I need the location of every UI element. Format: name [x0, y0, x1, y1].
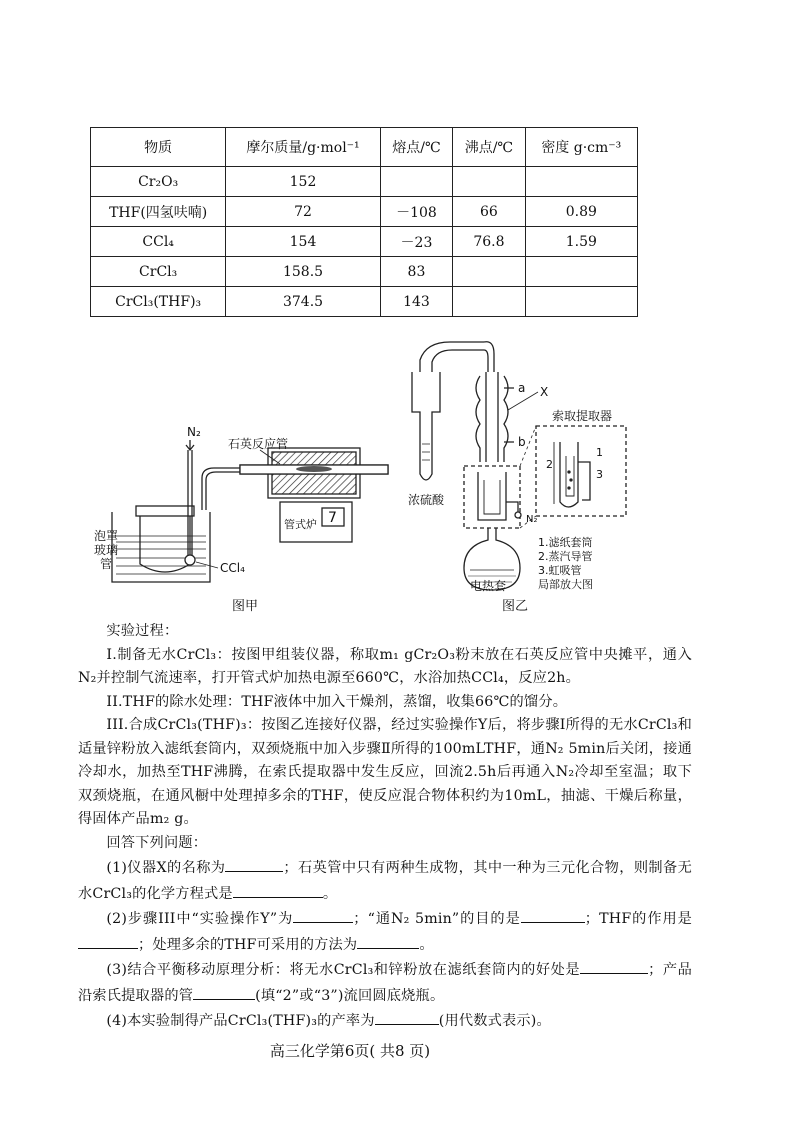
legend-4: 局部放大图	[538, 578, 593, 591]
outlet-tube	[206, 472, 242, 510]
question-3	[78, 957, 692, 1008]
table-cell: 152	[226, 167, 380, 197]
table-cell: 76.8	[453, 227, 525, 257]
process-title: 实验过程：	[106, 623, 179, 639]
label-b: b	[518, 435, 526, 449]
extractor-box	[464, 466, 520, 528]
table-cell: 158.5	[226, 257, 380, 287]
label-acid: 浓硫酸	[408, 493, 445, 507]
furnace-display-value: 7	[328, 510, 337, 526]
q3-text-c: (填“2”或“3”)流回圆底烧瓶。	[255, 987, 445, 1004]
legend-1: 1.滤纸套筒	[538, 536, 593, 549]
q4-text-a: (4)本实验制得产品CrCl₃(THF)₃的产率为	[106, 1013, 375, 1029]
experiment-process	[78, 620, 692, 1034]
table-cell: Cr₂O₃	[91, 167, 226, 197]
q2-blank-2[interactable]	[521, 906, 585, 923]
q1-blank-2[interactable]	[233, 881, 323, 898]
q3-text-a: (3)结合平衡移动原理分析：将无水CrCl₃和锌粉放在滤纸套筒内的好处是	[106, 962, 581, 978]
table-cell: CrCl₃	[91, 257, 226, 287]
table-cell: 1.59	[525, 227, 637, 257]
table-row	[91, 287, 638, 317]
label-extractor: 索取提取器	[552, 409, 613, 423]
q4-blank-1[interactable]	[375, 1008, 439, 1025]
table-cell: －108	[380, 197, 452, 227]
table-row	[91, 167, 638, 197]
header-cell: 熔点/℃	[380, 128, 452, 167]
soxhlet-extractor	[478, 472, 506, 520]
step-2: II.THF的除水处理：THF液体中加入干燥剂，蒸馏，收集66℃的馏分。	[106, 693, 568, 710]
bubbler-tube	[140, 514, 190, 572]
question-1	[78, 855, 692, 906]
header-cell: 密度 g·cm⁻³	[525, 128, 637, 167]
header-cell: 沸点/℃	[453, 128, 525, 167]
label-heater: 电热套	[470, 579, 507, 593]
table-cell	[525, 257, 637, 287]
table-cell: CCl₄	[91, 227, 226, 257]
label-2: 2	[546, 458, 553, 471]
q4-text-b: (用代数式表示)。	[438, 1013, 551, 1029]
table-cell: 66	[453, 197, 525, 227]
table-row	[91, 197, 638, 227]
table-cell	[525, 287, 637, 317]
header-cell: 物质	[91, 128, 226, 167]
table-cell	[380, 167, 452, 197]
step-1: I.制备无水CrCl₃：按图甲组装仪器，称取m₁ gCr₂O₃粉末放在石英反应管中央摊平，通入N₂并控制气流速率，打开管式炉加热电源至660℃，水浴加热CCl₄，反应2h。	[78, 646, 692, 686]
table-row	[91, 257, 638, 287]
q1-blank-1[interactable]	[225, 855, 283, 872]
q2-text-c: ；THF的作用是	[584, 911, 693, 927]
table-cell: 83	[380, 257, 452, 287]
table-cell	[525, 167, 637, 197]
table-cell: CrCl₃(THF)₃	[91, 287, 226, 317]
label-n2: N₂	[187, 425, 201, 439]
q2-text-b: ；“通N₂ 5min”的目的是	[353, 911, 521, 927]
table-cell: 72	[226, 197, 380, 227]
step-3: III.合成CrCl₃(THF)₃：按图乙连接好仪器，经过实验操作Y后，将步骤Ⅰ所得的无水CrCl₃和适量锌粉放入滤纸套筒内，双颈烧瓶中加入步骤Ⅱ所得的100mLTHF，通N₂ 5min后关闭，接通冷却水，加热至THF沸腾，在索氏提取器中发生反应，回流2.5h后再通入N₂冷却至室温；取下双颈烧瓶，在通风橱中处理掉多余的THF，使反应混合物体积约为10mL，抽滤、干燥后称量，得固体产品m₂ g。	[78, 717, 692, 827]
q1-text-a: (1)仪器X的名称为	[106, 860, 226, 876]
drying-tube	[412, 372, 440, 480]
caption-jia: 图甲	[232, 599, 259, 614]
table-cell: THF(四氢呋喃)	[91, 197, 226, 227]
table-header-row	[91, 128, 638, 167]
table-cell	[453, 167, 525, 197]
label-ccl4: CCl₄	[220, 561, 245, 575]
q1-text-c: 。	[322, 885, 338, 902]
condenser-inner	[486, 372, 498, 462]
table-cell	[453, 257, 525, 287]
q2-text-d: ；处理多余的THF可采用的方法为	[138, 936, 358, 953]
label-1: 1	[596, 446, 603, 459]
question-2	[78, 906, 692, 957]
legend-3: 3.虹吸管	[538, 564, 582, 577]
q2-text-a: (2)步骤III中“实验操作Y”为	[106, 911, 294, 927]
label-x: X	[540, 385, 549, 399]
q2-blank-1[interactable]	[293, 906, 353, 923]
legend-2: 2.蒸汽导管	[538, 550, 593, 563]
label-a: a	[518, 381, 526, 395]
table-cell: 154	[226, 227, 380, 257]
zoom-extractor	[560, 442, 578, 507]
label-3: 3	[596, 468, 603, 481]
property-table	[90, 127, 638, 317]
questions-title: 回答下列问题：	[106, 834, 208, 851]
label-bubbler-3: 管	[100, 557, 113, 571]
table-cell	[453, 287, 525, 317]
table-cell: 0.89	[525, 197, 637, 227]
table-cell: －23	[380, 227, 452, 257]
label-quartz-tube: 石英反应管	[228, 437, 289, 451]
condenser-x	[476, 376, 480, 462]
figure-jia	[94, 425, 388, 614]
page-footer: 高三化学第6页( 共8 页)	[269, 1042, 431, 1060]
label-bubbler-2: 玻璃	[94, 543, 119, 557]
table-cell: 374.5	[226, 287, 380, 317]
question-4	[78, 1008, 692, 1034]
label-n2-yi: N₂	[526, 514, 538, 525]
apparatus-diagrams	[90, 332, 650, 622]
q3-text-b: ；产品沿索氏提取器的管	[78, 962, 692, 1004]
caption-yi: 图乙	[502, 599, 529, 614]
table-row	[91, 227, 638, 257]
q3-blank-1[interactable]	[580, 957, 648, 974]
label-bubbler-1: 泡罩	[94, 529, 119, 543]
q3-blank-2[interactable]	[193, 983, 255, 1000]
q2-blank-3[interactable]	[78, 932, 138, 949]
q2-text-e: 。	[419, 936, 434, 953]
zoom-siphon	[578, 462, 590, 500]
zoom-box	[536, 426, 626, 516]
header-cell: 摩尔质量/g·mol⁻¹	[226, 128, 380, 167]
figure-yi	[408, 342, 626, 614]
label-furnace: 管式炉	[284, 518, 317, 531]
q2-blank-4[interactable]	[357, 932, 419, 949]
connecting-tube	[420, 342, 484, 372]
table-cell: 143	[380, 287, 452, 317]
q1-text-b: ；石英管中只有两种生成物，其中一种为三元化合物，则制备无水CrCl₃的化学方程式是	[78, 860, 692, 902]
